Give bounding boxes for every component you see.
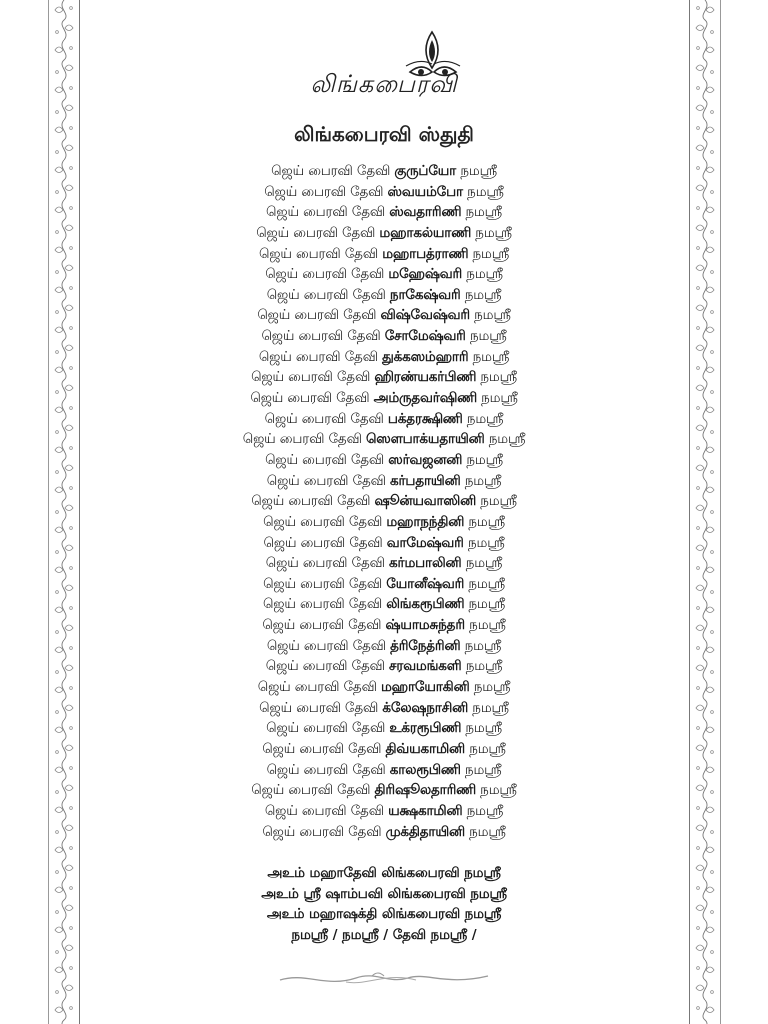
devi-name: ஸ்வதாரிணி <box>389 205 462 221</box>
stuti-page <box>80 0 688 1024</box>
verse-prefix: ஜெய் பைரவி தேவி <box>261 329 381 345</box>
closing-line: நமஶ்ரீ / நமஶ்ரீ / தேவி நமஶ்ரீ / <box>291 927 477 943</box>
devi-name: துக்கஸம்ஹாரி <box>382 349 469 365</box>
verse-prefix: ஜெய் பைரவி தேவி <box>271 164 391 179</box>
verse-suffix: நமஶ்ரீ <box>474 308 511 324</box>
swirl-flourish-icon <box>276 966 492 990</box>
verse-prefix: ஜெய் பைரவி தேவி <box>265 452 385 468</box>
verse-line <box>80 183 688 204</box>
devi-name: காலரூபிணி <box>389 762 461 778</box>
devi-name: விஷ்வேஷ்வரி <box>380 308 470 324</box>
paisley-vine-border-icon <box>690 0 720 1024</box>
devi-name: சோமேஷ்வரி <box>384 329 466 345</box>
verse-prefix: ஜெய் பைரவி தேவி <box>256 225 376 241</box>
verse-prefix: ஜெய் பைரவி தேவி <box>251 370 371 386</box>
verse-prefix: ஜெய் பைரவி தேவி <box>259 700 379 716</box>
verse-line <box>80 513 688 534</box>
devi-name: யோனீஷ்வரி <box>386 576 465 592</box>
devi-name: மஹாபத்ராணி <box>382 246 469 262</box>
verse-suffix: நமஶ்ரீ <box>464 287 502 303</box>
verse-prefix: ஜெய் பைரவி தேவி <box>262 597 382 613</box>
devi-name: த்ரிநேத்ரினி <box>390 638 461 654</box>
verse-prefix: ஜெய் பைரவி தேவி <box>264 803 384 819</box>
verse-line <box>80 162 688 183</box>
verse-suffix: நமஶ்ரீ <box>464 473 502 489</box>
verse-prefix: ஜெய் பைரவி தேவி <box>266 473 386 489</box>
verse-line <box>80 534 688 555</box>
verse-suffix: நமஶ்ரீ <box>472 349 510 365</box>
verse-suffix: நமஶ்ரீ <box>480 370 517 386</box>
verse-line <box>80 368 688 389</box>
devi-name: மஹாயோகினி <box>380 680 470 696</box>
devi-name: மஹாகல்யாணி <box>379 225 472 241</box>
verse-prefix: ஜெய் பைரவி தேவி <box>257 308 377 324</box>
verse-suffix: நமஶ்ரீ <box>468 597 506 613</box>
verse-line <box>80 554 688 575</box>
verse-prefix: ஜெய் பைரவி தேவி <box>266 287 386 303</box>
devi-name: சரவமங்களி <box>388 659 462 675</box>
verse-suffix: நமஶ்ரீ <box>464 638 502 654</box>
verse-suffix: நமஶ்ரீ <box>468 514 505 530</box>
verse-prefix: ஜெய் பைரவி தேவி <box>258 349 378 365</box>
verse-suffix: நமஶ்ரீ <box>481 391 518 407</box>
verse-suffix: நமஶ்ரீ <box>460 164 497 179</box>
verse-suffix: நமஶ்ரீ <box>473 680 511 696</box>
verse-line <box>80 203 688 224</box>
verse-line <box>80 389 688 410</box>
devi-name: வாமேஷ்வரி <box>386 535 464 551</box>
verse-suffix: நமஶ்ரீ <box>467 535 505 551</box>
verse-suffix: நமஶ்ரீ <box>480 494 517 510</box>
verse-prefix: ஜெய் பைரவி தேவி <box>263 514 383 530</box>
verse-suffix: நமஶ்ரீ <box>465 659 503 675</box>
closing-line: அஉம் ஶ்ரீ ஷாம்பவி லிங்கபைரவி நமஶ்ரீ <box>261 886 507 902</box>
verse-line <box>80 823 688 844</box>
verse-suffix: நமஶ்ரீ <box>480 783 517 799</box>
verse-suffix: நமஶ்ரீ <box>465 205 502 221</box>
verse-prefix: ஜெய் பைரவி தேவி <box>262 618 382 634</box>
verse-suffix: நமஶ்ரீ <box>470 329 507 345</box>
devi-name: நாகேஷ்வரி <box>389 287 461 303</box>
verse-prefix: ஜெய் பைரவி தேவி <box>251 783 371 799</box>
verse-line <box>80 740 688 761</box>
verse-prefix: ஜெய் பைரவி தேவி <box>265 556 385 572</box>
verse-suffix: நமஶ்ரீ <box>467 184 504 200</box>
verse-suffix: நமஶ்ரீ <box>466 411 504 427</box>
verse-line <box>80 245 688 266</box>
devi-name: மஹாநந்தினி <box>386 514 465 530</box>
verse-line <box>80 430 688 451</box>
verse-suffix: நமஶ்ரீ <box>465 556 503 572</box>
verse-prefix: ஜெய் பைரவி தேவி <box>265 659 385 675</box>
verse-suffix: நமஶ்ரீ <box>469 824 506 840</box>
verse-line <box>80 616 688 637</box>
verse-suffix: நமஶ்ரீ <box>472 700 509 716</box>
verse-prefix: ஜெய் பைரவி தேவி <box>264 411 384 427</box>
verse-suffix: நமஶ்ரீ <box>464 762 502 778</box>
devi-name: திரிஷூலதாரிணி <box>374 783 476 799</box>
devi-name: யக்ஷகாமினி <box>388 803 463 819</box>
verse-suffix: நமஶ்ரீ <box>469 741 506 757</box>
verse-line <box>80 306 688 327</box>
verse-line <box>80 265 688 286</box>
stuti-verse-list <box>80 162 688 843</box>
devi-name: முக்திதாயினி <box>385 824 465 840</box>
verse-line <box>80 472 688 493</box>
verse-prefix: ஜெய் பைரவி தேவி <box>266 638 386 654</box>
verse-prefix: ஜெய் பைரவி தேவி <box>250 391 370 407</box>
devi-name: ஷ்யாமசுந்தரி <box>385 618 465 634</box>
verse-line <box>80 678 688 699</box>
devi-name: ஸர்வஜனனி <box>388 452 463 468</box>
devi-name: ஷூன்யவாஸினி <box>374 494 476 510</box>
verse-line <box>80 492 688 513</box>
verse-prefix: ஜெய் பைரவி தேவி <box>266 762 386 778</box>
verse-line <box>80 575 688 596</box>
devi-name: லிங்கரூபிணி <box>386 597 465 613</box>
verse-line <box>80 637 688 658</box>
verse-prefix: ஜெய் பைரவி தேவி <box>266 205 386 221</box>
devi-name: ஸௌபாக்யதாயினி <box>365 432 485 448</box>
closing-mantras <box>80 864 688 946</box>
paisley-vine-border-icon <box>49 0 79 1024</box>
devi-name: மஹேஷ்வரி <box>388 267 463 283</box>
verse-prefix: ஜெய் பைரவி தேவி <box>264 184 384 200</box>
verse-prefix: ஜெய் பைரவி தேவி <box>257 680 377 696</box>
verse-line <box>80 699 688 720</box>
left-decorative-border <box>48 0 80 1024</box>
verse-prefix: ஜெய் பைரவி தேவி <box>251 494 371 510</box>
verse-suffix: நமஶ்ரீ <box>466 267 503 283</box>
page-title: லிங்கபைரவி ஸ்துதி <box>294 122 474 146</box>
verse-prefix: ஜெய் பைரவி தேவி <box>262 824 382 840</box>
devi-name: பக்தரக்ஷிணி <box>387 411 463 427</box>
devi-name: திவ்யகாமினி <box>385 741 465 757</box>
devi-name: உக்ரரூபிணி <box>389 721 462 737</box>
verse-line <box>80 348 688 369</box>
verse-suffix: நமஶ்ரீ <box>465 721 502 737</box>
verse-prefix: ஜெய் பைரவி தேவி <box>263 535 383 551</box>
devi-name: க்லேஷநாசினி <box>382 700 469 716</box>
verse-suffix: நமஶ்ரீ <box>472 246 510 262</box>
verse-line <box>80 286 688 307</box>
verse-suffix: நமஶ்ரீ <box>468 576 505 592</box>
right-decorative-border <box>689 0 721 1024</box>
verse-suffix: நமஶ்ரீ <box>466 452 503 468</box>
devi-name: கர்மபாலினி <box>389 556 462 572</box>
verse-suffix: நமஶ்ரீ <box>466 803 504 819</box>
verse-prefix: ஜெய் பைரவி தேவி <box>242 432 362 448</box>
verse-line <box>80 451 688 472</box>
closing-line: அஉம் மஹாஷக்தி லிங்கபைரவி நமஶ்ரீ <box>266 907 502 922</box>
verse-suffix: நமஶ்ரீ <box>469 618 506 634</box>
verse-suffix: நமஶ்ரீ <box>475 225 512 241</box>
devi-name: குருப்யோ <box>394 164 457 179</box>
verse-prefix: ஜெய் பைரவி தேவி <box>265 267 385 283</box>
verse-prefix: ஜெய் பைரவி தேவி <box>258 246 378 262</box>
verse-prefix: ஜெய் பைரவி தேவி <box>262 741 382 757</box>
devi-name: கர்பதாயினி <box>389 473 461 489</box>
verse-prefix: ஜெய் பைரவி தேவி <box>263 576 383 592</box>
closing-line: அஉம் மஹாதேவி லிங்கபைரவி நமஶ்ரீ <box>267 866 501 881</box>
verse-line <box>80 410 688 431</box>
verse-line <box>80 761 688 782</box>
devi-name: அம்ருதவர்ஷிணி <box>373 391 477 407</box>
logo-wordmark: லிங்கபைரவி <box>310 70 458 98</box>
verse-line <box>80 719 688 740</box>
verse-line <box>80 327 688 348</box>
verse-prefix: ஜெய் பைரவி தேவி <box>266 721 386 737</box>
devi-name: ஸ்வயம்போ <box>387 184 463 200</box>
verse-line <box>80 224 688 245</box>
verse-line <box>80 595 688 616</box>
verse-suffix: நமஶ்ரீ <box>488 432 526 448</box>
verse-line <box>80 802 688 823</box>
verse-line <box>80 781 688 802</box>
verse-line <box>80 657 688 678</box>
devi-name: ஹிரண்யகர்பிணி <box>374 370 477 386</box>
